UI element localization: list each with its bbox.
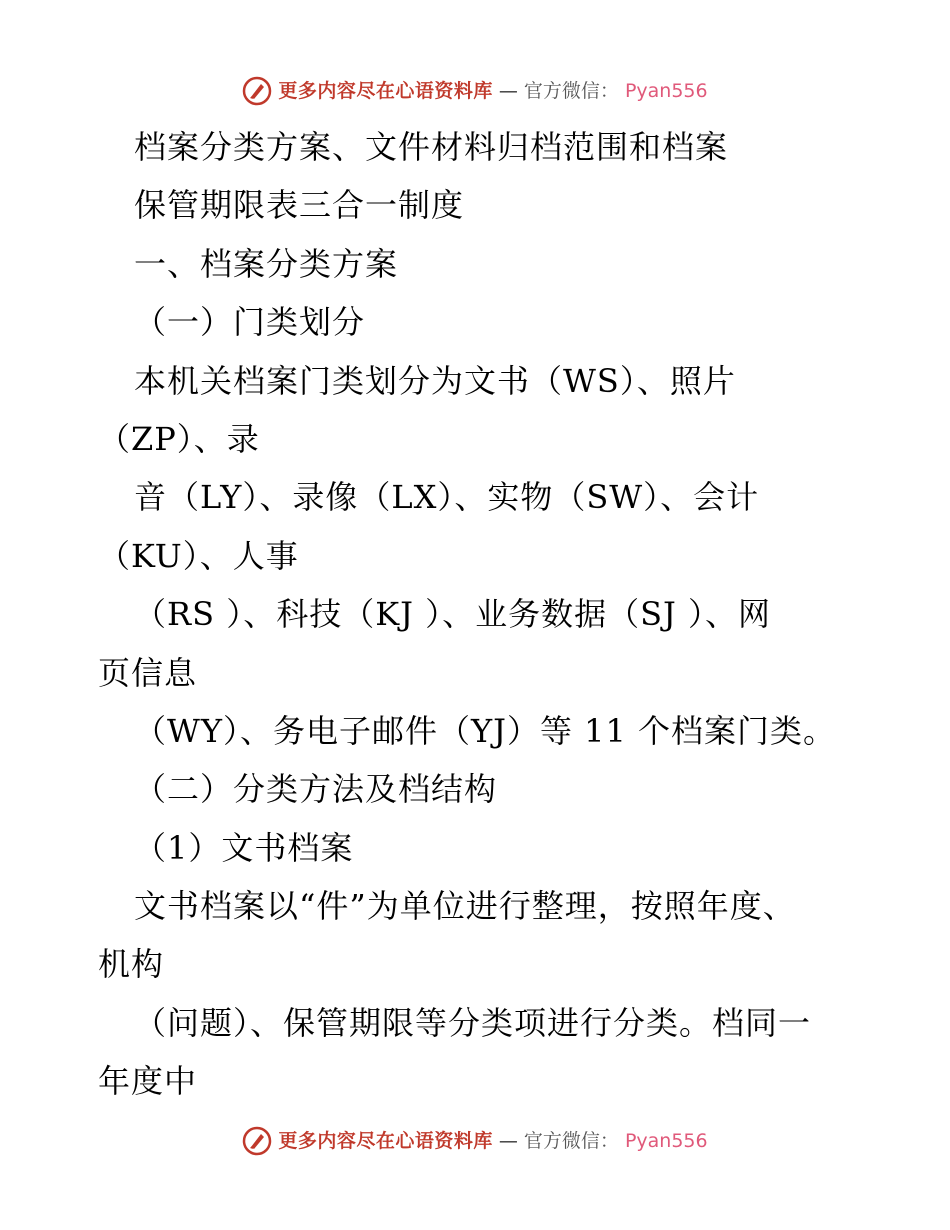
subsection-heading: （二）分类方法及档结构 — [134, 770, 498, 809]
watermark-label: 官方微信： — [523, 1130, 619, 1152]
watermark-dash: — — [498, 1130, 518, 1152]
paragraph-line: 本机关档案门类划分为文书（WS）、照片 — [134, 361, 736, 400]
paragraph-line: （KU）、人事 — [98, 536, 299, 575]
watermark-dash: — — [498, 80, 518, 102]
watermark-brand: 更多内容尽在心语资料库 — [278, 1130, 493, 1152]
paragraph-line: 文书档案以“件”为单位进行整理，按照年度、 — [134, 887, 796, 926]
doc-title-line-2: 保管期限表三合一制度 — [134, 186, 465, 225]
document-body — [98, 118, 858, 1111]
item-heading: （1）文书档案 — [134, 828, 354, 867]
paragraph-line: （ZP）、录 — [98, 419, 260, 458]
subsection-heading: （一）门类划分 — [134, 303, 366, 342]
paragraph-line: （RS ）、科技（KJ ）、业务数据（SJ ）、网 — [134, 595, 772, 634]
header-watermark — [0, 76, 950, 106]
watermark-label: 官方微信： — [523, 80, 619, 102]
paragraph-line: 年度中 — [98, 1062, 198, 1101]
section-heading: 一、档案分类方案 — [134, 244, 399, 283]
paragraph-line: 机构 — [98, 945, 165, 984]
paragraph-line: （WY）、务电子邮件（YJ）等 11 个档案门类。 — [134, 711, 837, 750]
watermark-brand: 更多内容尽在心语资料库 — [278, 80, 493, 102]
watermark-account: Pyan556 — [624, 80, 708, 102]
paragraph-line: 页信息 — [98, 653, 198, 692]
pen-logo-icon — [242, 1126, 272, 1156]
paragraph-line: 音（LY）、录像（LX）、实物（SW）、会计 — [134, 478, 760, 517]
paragraph-line: （问题）、保管期限等分类项进行分类。档同一 — [134, 1003, 812, 1042]
doc-title-line-1: 档案分类方案、文件材料归档范围和档案 — [134, 128, 729, 166]
pen-logo-icon — [242, 76, 272, 106]
watermark-account: Pyan556 — [624, 1130, 708, 1152]
footer-watermark — [0, 1126, 950, 1156]
